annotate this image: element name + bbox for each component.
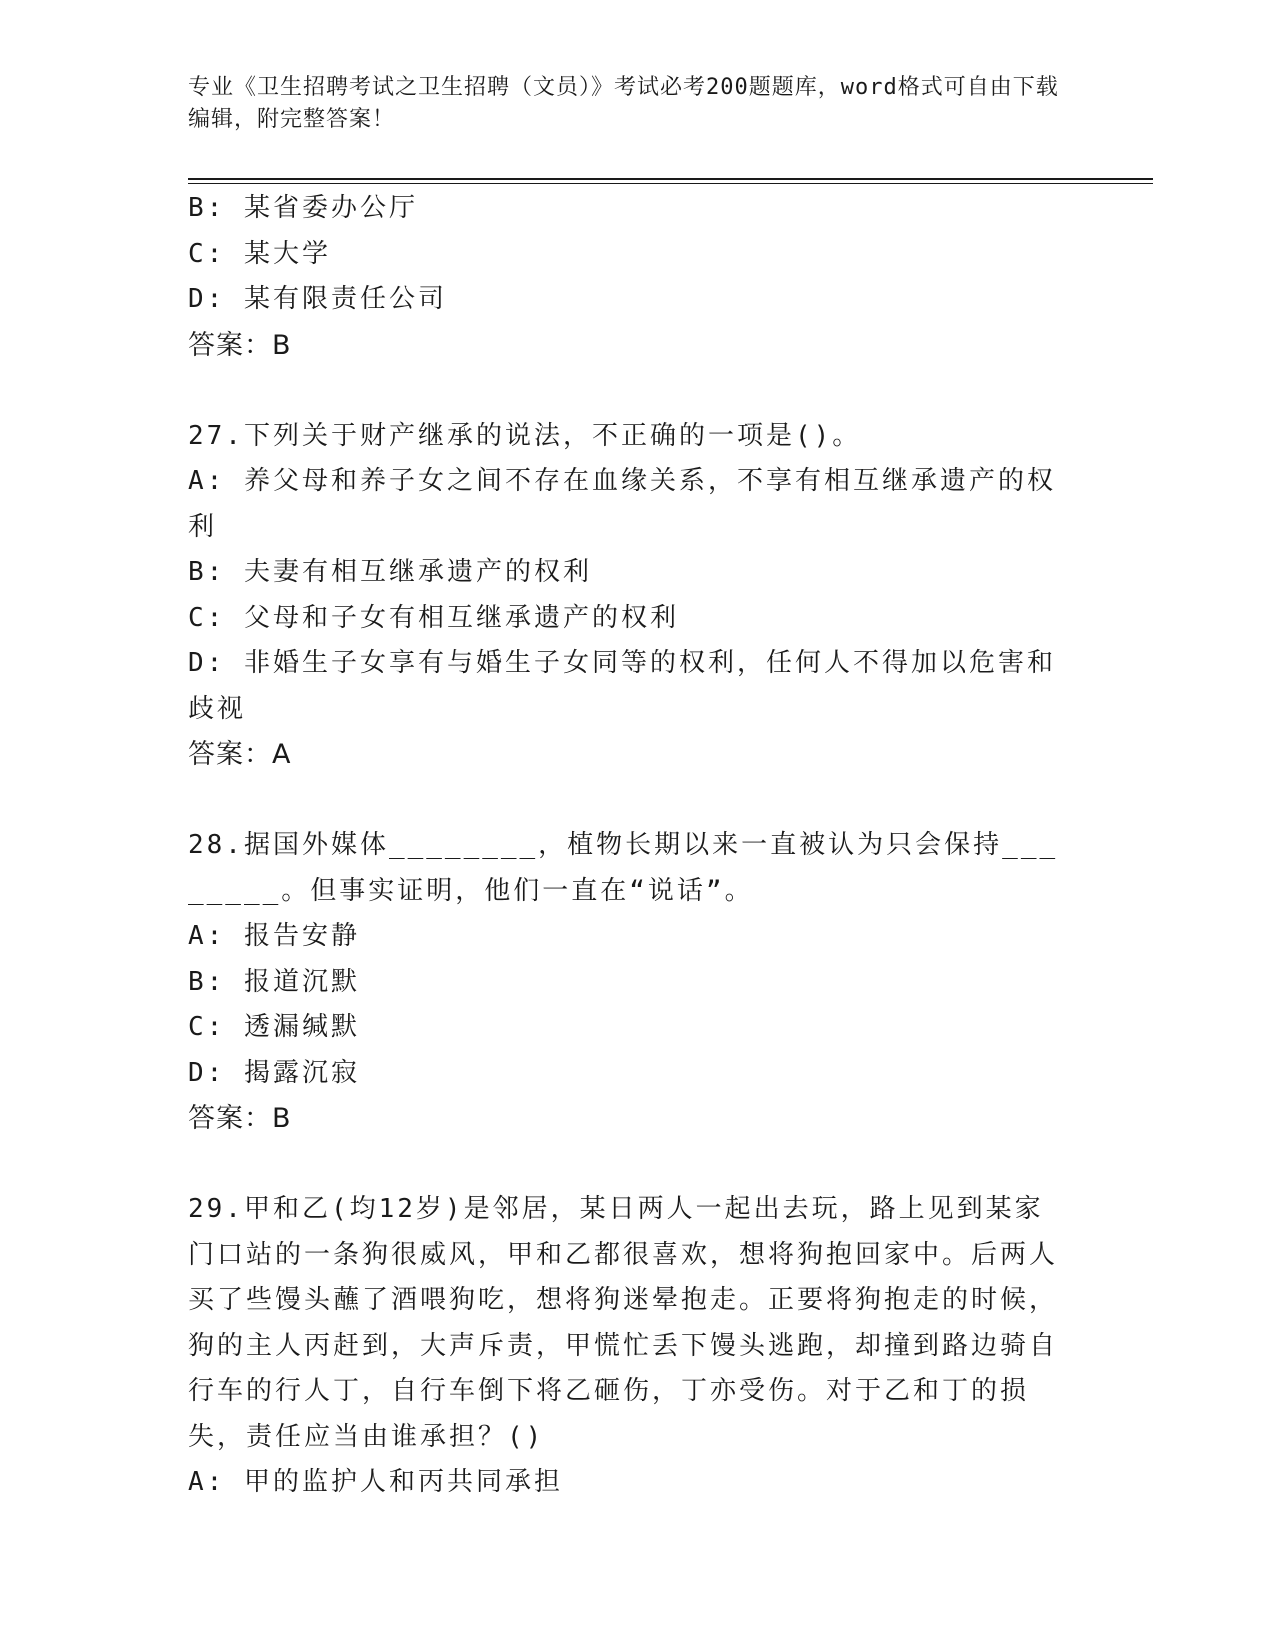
option-c: C: 透漏缄默 [188,1012,360,1042]
answer-line: 答案：A [188,739,292,770]
question-28 [188,823,1068,1142]
option-a: A: 报告安静 [188,921,360,951]
option-a: A: 养父母和养子女之间不存在血缘关系，不享有相互继承遗产的权利 [188,466,1056,542]
header-rule-thin [188,183,1153,184]
question-29 [188,1187,1068,1506]
option-d: D: 非婚生子女享有与婚生子女同等的权利，任何人不得加以危害和歧视 [188,648,1056,724]
question-stem: 29.甲和乙(均12岁)是邻居，某日两人一起出去玩，路上见到某家门口站的一条狗很威风，甲和乙都很喜欢，想将狗抱回家中。后两人买了些馒头蘸了酒喂狗吃，想将狗迷晕抱走。正要将狗抱走的时候，狗的主人丙赶到，大声斥责，甲慌忙丢下馒头逃跑，却撞到路边骑自行车的行人丁，自行车倒下将乙砸伤，丁亦受伤。对于乙和丁的损失，责任应当由谁承担？() [188,1194,1059,1452]
option-c: C: 某大学 [188,238,331,269]
option-b: B: 夫妻有相互继承遗产的权利 [188,557,592,587]
option-d: D: 揭露沉寂 [188,1057,360,1088]
option-c: C: 父母和子女有相互继承遗产的权利 [188,602,679,633]
spacer [188,368,1068,414]
question-stem: 27.下列关于财产继承的说法，不正确的一项是()。 [188,420,862,451]
header-rule-thick [188,178,1153,180]
spacer [188,1142,1068,1188]
option-b: B: 报道沉默 [188,966,360,997]
question-prev [188,186,1068,368]
spacer [188,778,1068,824]
document-header: 专业《卫生招聘考试之卫生招聘（文员）》考试必考200题题库，word格式可自由下载编辑，附完整答案！ [188,75,1059,132]
question-content [188,186,1068,1506]
document-page [188,0,1153,1650]
answer-line: 答案：B [188,1103,292,1134]
option-b: B: 某省委办公厅 [188,193,418,223]
answer-line: 答案：B [188,329,292,361]
option-d: D: 某有限责任公司 [188,284,447,314]
question-27 [188,414,1068,778]
option-a: A: 甲的监护人和丙共同承担 [188,1467,563,1497]
question-stem: 28.据国外媒体________，植物长期以来一直被认为只会保持________。但事实证明，他们一直在“说话”。 [188,830,1059,906]
